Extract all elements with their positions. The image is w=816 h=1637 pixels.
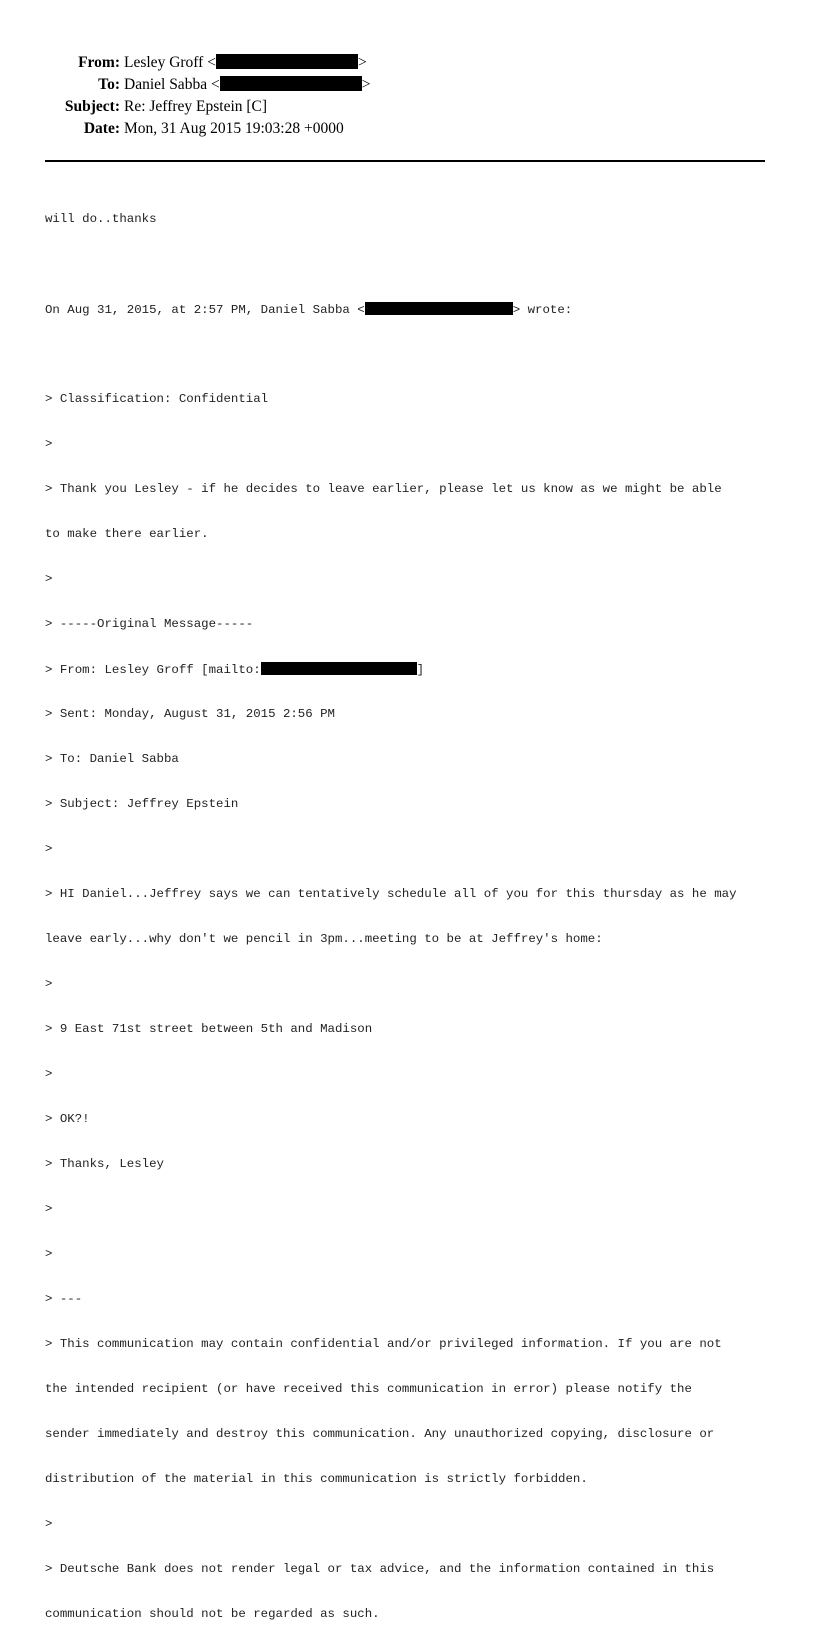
quoted-line: > Subject: Jeffrey Epstein [45,797,239,811]
redacted-email [216,54,358,69]
quoted-line: > Thanks, Lesley [45,1157,164,1171]
from-close: > [357,54,367,71]
quoted-line: > [45,977,53,991]
subject-label: Subject: [64,98,120,115]
to-label: To: [98,76,120,93]
to-name: Daniel Sabba < [124,76,220,93]
quoted-line: > Classification: Confidential [45,392,269,406]
quoted-line: > To: Daniel Sabba [45,752,179,766]
quoted-line: > --- [45,1292,83,1306]
quoted-line: > [45,1247,53,1261]
quoted-line: the intended recipient (or have received this communication in error) please notify the [45,1382,692,1396]
quoted-line: > OK?! [45,1112,90,1126]
reply-text: will do..thanks [45,212,157,226]
date-label: Date: [83,120,120,137]
date-row [0,118,420,140]
quoted-line: > HI Daniel...Jeffrey says we can tentatively schedule all of you for this thursday as he may [45,887,737,901]
redacted-email [220,76,362,91]
from-label: From: [78,54,120,71]
quoted-line: > [45,572,53,586]
date-value: Mon, 31 Aug 2015 19:03:28 +0000 [124,120,344,137]
subject-value: Re: Jeffrey Epstein [C] [124,98,268,115]
quoted-line: > Thank you Lesley - if he decides to leave earlier, please let us know as we might be able [45,482,722,496]
quoted-line: distribution of the material in this communication is strictly forbidden. [45,1472,588,1486]
quoted-from-prefix: > From: Lesley Groff [mailto: [45,663,261,677]
redacted-email [365,302,513,315]
to-row [0,74,420,96]
email-header [0,52,420,140]
quoted-line: > [45,437,53,451]
redacted-email [261,662,417,675]
quoted-line: sender immediately and destroy this communication. Any unauthorized copying, disclosure or [45,1427,715,1441]
attribution-line [45,302,785,317]
to-value [124,74,370,96]
subject-row [0,96,420,118]
quoted-line: > This communication may contain confidential and/or privileged information. If you are not [45,1337,722,1351]
quoted-line: > [45,1202,53,1216]
quoted-line: > Sent: Monday, August 31, 2015 2:56 PM [45,707,335,721]
from-row [0,52,420,74]
quoted-line: > [45,842,53,856]
attribution-prefix: On Aug 31, 2015, at 2:57 PM, Daniel Sabba < [45,303,365,317]
attribution-suffix: > wrote: [512,303,573,317]
quoted-line [45,662,785,677]
quoted-line: to make there earlier. [45,527,209,541]
quoted-line: > -----Original Message----- [45,617,254,631]
quoted-from-suffix: ] [416,663,425,677]
to-close: > [361,76,371,93]
from-value [124,52,367,74]
email-body [45,182,785,1637]
quoted-line: > [45,1517,53,1531]
quoted-line: > [45,1067,53,1081]
quoted-line: leave early...why don't we pencil in 3pm...meeting to be at Jeffrey's home: [45,932,603,946]
quoted-line: communication should not be regarded as such. [45,1607,380,1621]
header-divider [45,160,765,162]
quoted-line: > Deutsche Bank does not render legal or tax advice, and the information contained in this [45,1562,715,1576]
quoted-line: > 9 East 71st street between 5th and Madison [45,1022,373,1036]
from-name: Lesley Groff < [124,54,216,71]
